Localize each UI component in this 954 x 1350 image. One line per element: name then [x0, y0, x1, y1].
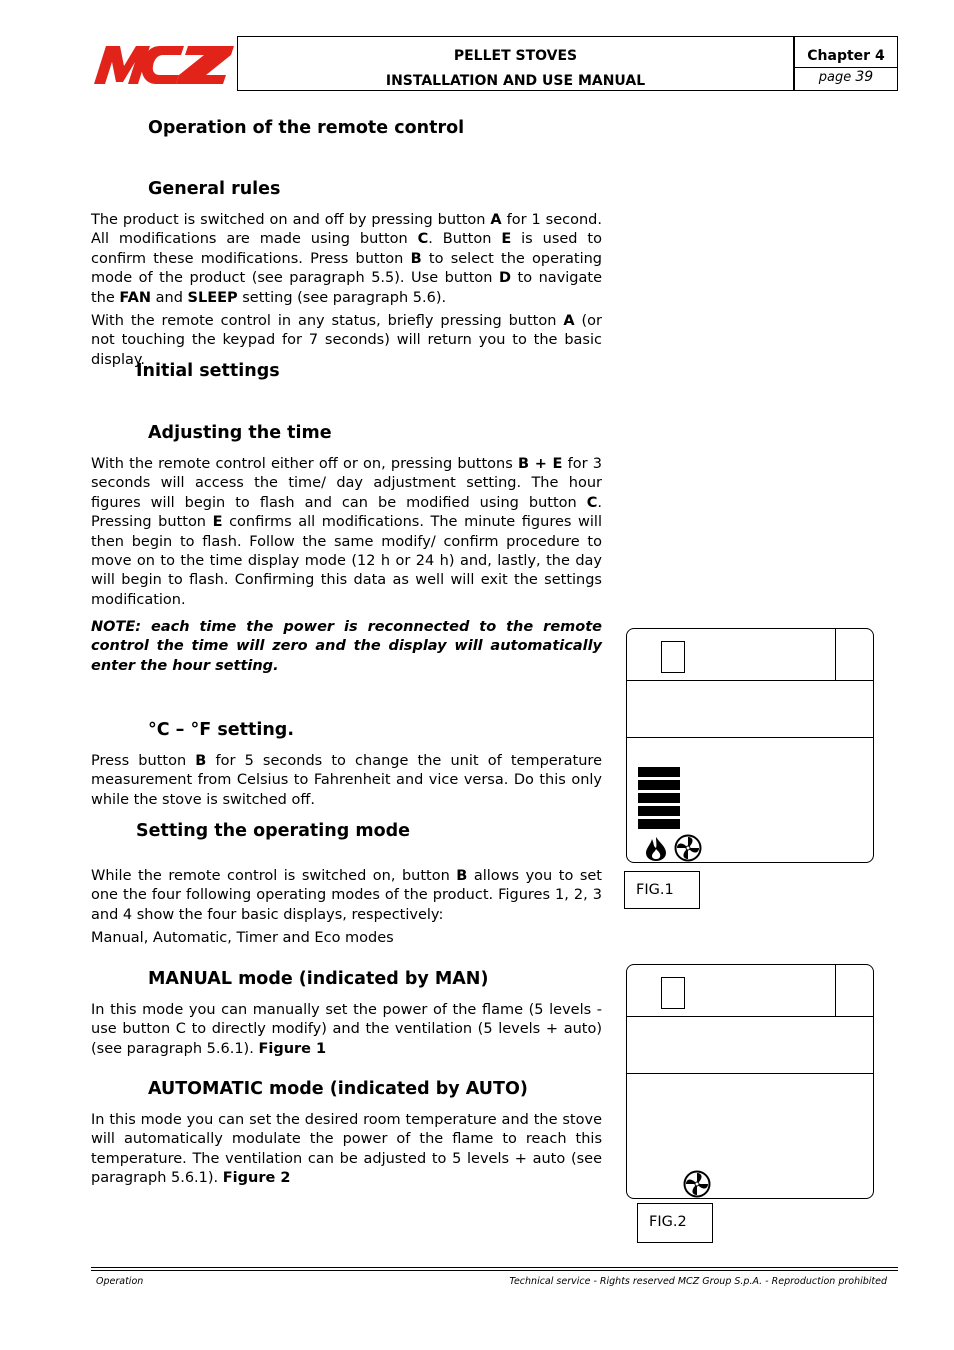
chapter-label: Chapter 4 — [795, 37, 897, 68]
flame-icon — [644, 836, 668, 862]
page-number: 39 — [855, 69, 874, 85]
general-rules-paragraph-1: The product is switched on and off by pressing button A for 1 second. All modifications are made using button C. Button E is used to confirm these modifications. Press button B to select the operating mode of the product (see paragraph 5.5). Use button D to navigate the FAN and SLEEP setting (see paragraph 5.6). — [91, 212, 603, 306]
power-level-bar — [638, 819, 680, 829]
page-indicator: page 39 — [818, 69, 874, 85]
display-divider — [835, 965, 836, 1016]
adjusting-time-paragraph: With the remote control either off or on, pressing buttons B + E for 3 seconds will access the time/ day adjustment setting. The hour figures will begin to flash and can be modified using button C. Pressing button E confirms all modifications. The minute figures will then begin to flash. Follow the same modify/ confirm procedure to move on to the time display mode (12 h or 24 h) and, lastly, the day will begin to flash. Confirming this data as well will exit the settings modification. — [91, 456, 602, 608]
general-rules-paragraph-2: With the remote control in any status, briefly pressing button A (or not touching the keypad for 7 seconds) will return you to the basic display. — [91, 313, 602, 368]
chapter-box — [794, 36, 898, 91]
section-title-automatic-mode: AUTOMATIC mode (indicated by AUTO) — [148, 1079, 528, 1099]
automatic-mode-paragraph: In this mode you can set the desired room temperature and the stove will automatically modulate the power of the flame to reach this temperature. The ventilation can be adjusted to 5 levels + auto (see paragraph 5.6.1). Figure 2 — [91, 1112, 602, 1187]
display-divider — [627, 1016, 873, 1017]
power-level-bar — [638, 767, 680, 777]
mcz-logo — [90, 42, 236, 86]
figure-1-label: FIG.1 — [624, 871, 700, 909]
header-line2: INSTALLATION AND USE MANUAL — [385, 73, 646, 89]
section-title-cf-setting: °C – °F setting. — [148, 720, 294, 740]
manual-mode-paragraph: In this mode you can manually set the power of the flame (5 levels - use button C to directly modify) and the ventilation (5 levels + auto) (see paragraph 5.6.1). Figure 1 — [91, 1002, 602, 1057]
operating-mode-paragraph: While the remote control is switched on, button B allows you to set one the four following operating modes of the product. Figures 1, 2, 3 and 4 show the four basic displays, respectively: — [91, 868, 602, 923]
fan-icon — [674, 834, 702, 862]
power-level-bar — [638, 793, 680, 803]
power-level-bar — [638, 780, 680, 790]
figure-1-display — [626, 628, 874, 863]
cf-setting-paragraph: Press button B for 5 seconds to change the unit of temperature measurement from Celsius to Fahrenheit and vice versa. Do this only while the stove is switched off. — [91, 753, 602, 808]
display-digit-box — [661, 977, 685, 1009]
figure-2-display — [626, 964, 874, 1199]
section-title-operation: Operation of the remote control — [148, 118, 465, 138]
display-divider — [627, 737, 873, 738]
section-title-adjusting-time: Adjusting the time — [148, 423, 332, 443]
display-divider — [627, 680, 873, 681]
display-divider — [835, 629, 836, 680]
footer-rule — [91, 1270, 898, 1271]
fan-icon — [683, 1170, 711, 1198]
section-title-manual-mode: MANUAL mode (indicated by MAN) — [148, 969, 489, 989]
footer-left: Operation — [96, 1276, 144, 1287]
figure-2-label: FIG.2 — [637, 1203, 713, 1243]
note-paragraph: NOTE: each time the power is reconnected to the remote control the time will zero and the display will automatically enter the hour setting. — [91, 619, 602, 674]
header-title-box — [237, 36, 794, 91]
modes-list: Manual, Automatic, Timer and Eco modes — [91, 930, 394, 946]
display-digit-box — [661, 641, 685, 673]
section-title-general-rules: General rules — [148, 179, 281, 199]
footer-right: Technical service - Rights reserved MCZ Group S.p.A. - Reproduction prohibited — [509, 1276, 887, 1287]
section-title-initial-settings: Initial settings — [136, 361, 280, 381]
section-title-operating-mode: Setting the operating mode — [136, 821, 411, 841]
header-line1: PELLET STOVES — [453, 48, 578, 64]
footer-rule — [91, 1267, 898, 1268]
display-divider — [627, 1073, 873, 1074]
power-level-bar — [638, 806, 680, 816]
